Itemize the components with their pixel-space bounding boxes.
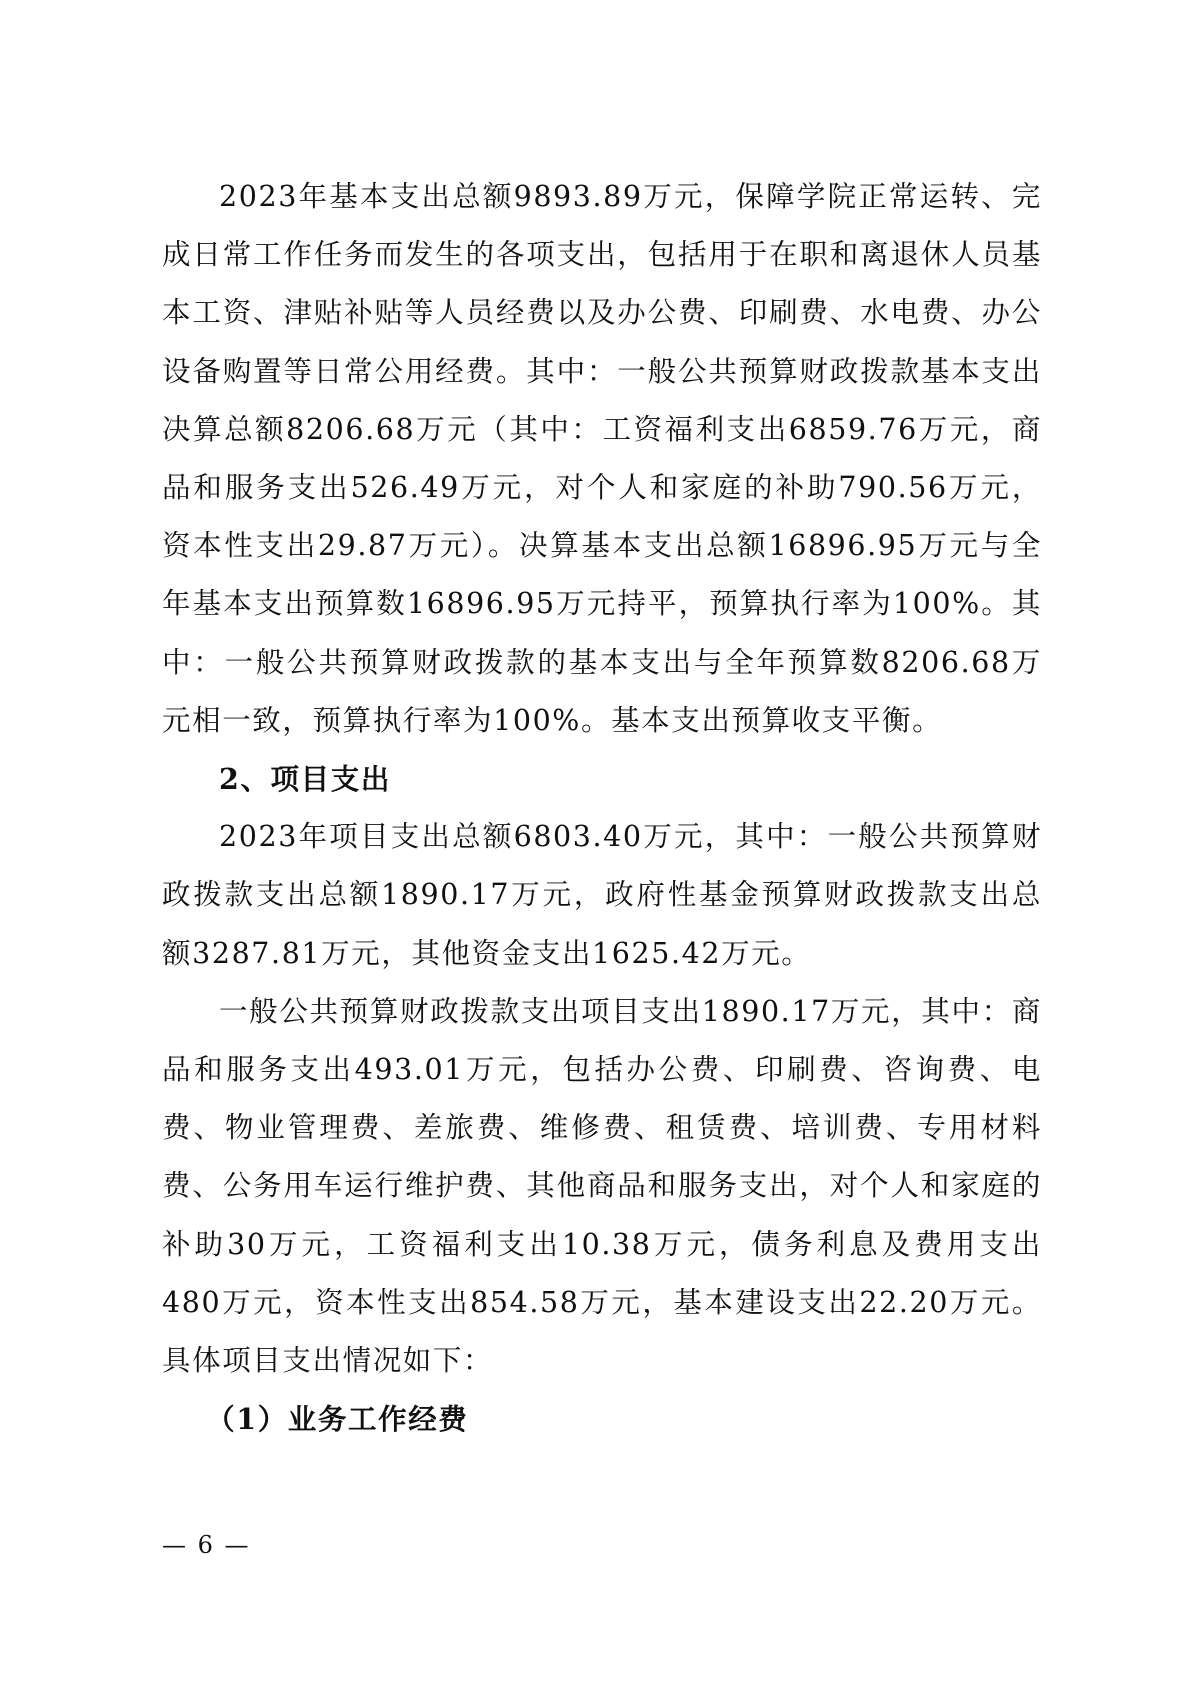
paragraph-general-budget-project: 一般公共预算财政拨款支出项目支出1890.17万元，其中：商品和服务支出493.01万元，包括办公费、印刷费、咨询费、电费、物业管理费、差旅费、维修费、租赁费、培训费、专用材料费、公务用车运行维护费、其他商品和服务支出，对个人和家庭的补助30万元，工资福利支出10.38万元，债务利息及费用支出480万元，资本性支出854.58万元，基本建设支出22.20万元。具体项目支出情况如下： [162,994,1042,1378]
paragraph-basic-expenditure: 2023年基本支出总额9893.89万元，保障学院正常运转、完成日常工作任务而发生的各项支出，包括用于在职和离退休人员基本工资、津贴补贴等人员经费以及办公费、印刷费、水电费、办公设备购置等日常公用经费。其中：一般公共预算财政拨款基本支出决算总额8206.68万元（其中：工资福利支出6859.76万元，商品和服务支出526.49万元，对个人和家庭的补助790.56万元，资本性支出29.87万元）。决算基本支出总额16896.95万元与全年基本支出预算数16896.95万元持平，预算执行率为100%。其中：一般公共预算财政拨款的基本支出与全年预算数8206.68万元相一致，预算执行率为100%。基本支出预算收支平衡。 [162,180,1042,737]
section-heading-project-expenditure: 2、项目支出 [219,762,391,797]
subsection-heading-business-funds: （1）业务工作经费 [206,1402,469,1437]
paragraph-project-expenditure-total: 2023年项目支出总额6803.40万元，其中：一般公共预算财政拨款支出总额1890.17万元，政府性基金预算财政拨款支出总额3287.81万元，其他资金支出1625.42万元。 [162,820,1042,970]
document-body [162,168,1042,1448]
page-number: — 6 — [162,1531,251,1559]
